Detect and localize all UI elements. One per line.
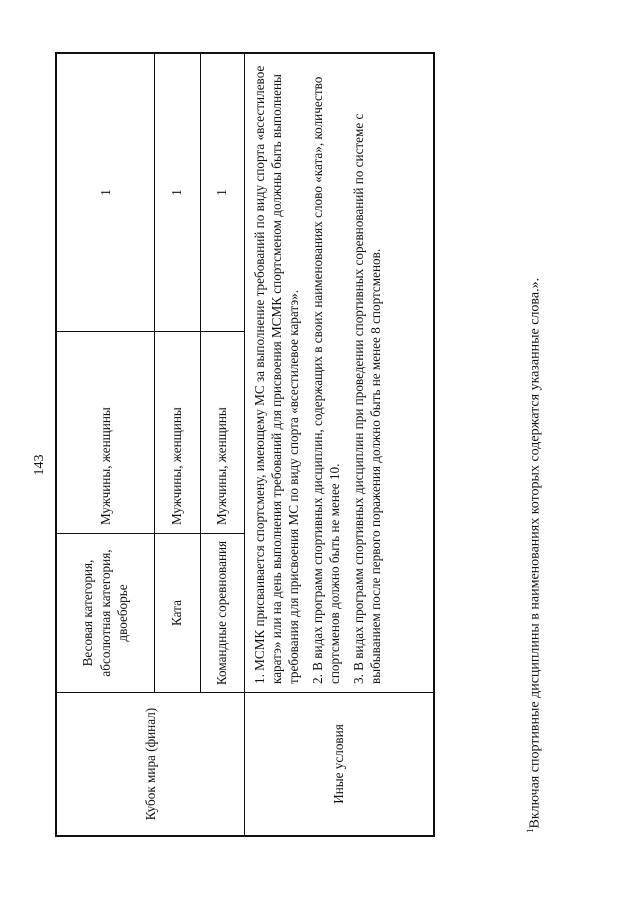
condition-note: 2. В видах программ спортивных дисциплин, содержащих в своих наименованиях слово «ката», количество спортсменов должно быть не менее 10. [309,76,343,684]
footnote-marker: 1 [525,828,535,833]
gender-cell: Мужчины, женщины [56,332,154,534]
discipline-cell: Весовая категория, абсолютная категория, двоеборье [56,534,154,693]
discipline-cell: Командные соревнования [200,534,244,693]
condition-note: 1. МСМК присваивается спортсмену, имеющему МС за выполнение требований по виду спорта «всестилевое каратэ» или на день выполнения требований для присвоения МСМК спортсменом должны быть выполнены требования для присвоения МС по виду спорта «всестилевое каратэ». [251,65,302,684]
value-cell: 1 [200,53,244,332]
gender-cell: Мужчины, женщины [200,332,244,534]
competition-cell: Кубок мира (финал) [56,693,244,837]
table-row [56,53,154,836]
footnote-text: Включая спортивные дисциплины в наименованиях которых содержатся указанные слова.». [527,277,543,829]
footnote [525,53,544,833]
condition-note: 3. В видах программ спортивных дисциплин при проведении спортивных соревнований по системе с выбыванием после первого поражения должно быть не менее 8 спортсменов. [350,113,384,684]
other-conditions-notes [244,53,434,693]
discipline-cell: Ката [154,534,200,693]
gender-cell: Мужчины, женщины [154,332,200,534]
value-cell: 1 [56,53,154,332]
other-conditions-label: Иные условия [244,693,434,837]
value-cell: 1 [154,53,200,332]
page-number: 143 [32,454,47,476]
table-row-conditions [244,53,434,836]
qualification-table [55,52,435,837]
